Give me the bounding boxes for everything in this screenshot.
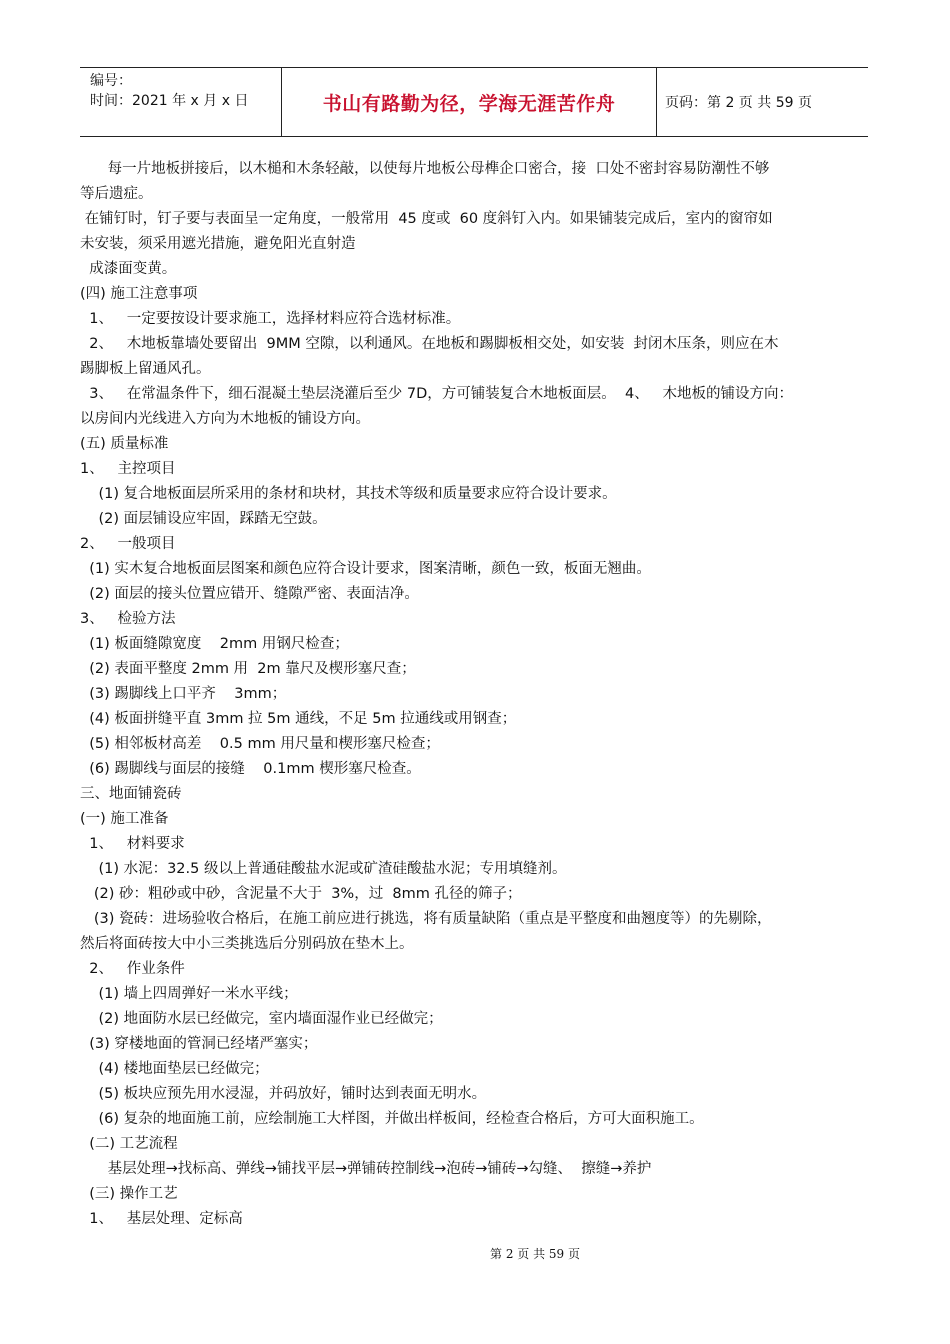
header-meta xyxy=(80,68,282,136)
document-date: 时间：2021 年 x 月 x 日 xyxy=(90,93,249,109)
text-line: (6) 踢脚线与面层的接缝 0.1mm 楔形塞尺检查。 xyxy=(80,761,421,777)
text-line: (2) 地面防水层已经做完，室内墙面湿作业已经做完； xyxy=(80,1011,443,1027)
text-line: 1、 基层处理、定标高 xyxy=(80,1211,243,1227)
text-line: 三、地面铺瓷砖 xyxy=(80,786,182,802)
text-line: 未安装，须采用遮光措施，避免阳光直射造 xyxy=(80,236,356,252)
text-line: (一) 施工准备 xyxy=(80,811,169,827)
text-line: (3) 瓷砖：进场验收合格后，在施工前应进行挑选，将有质量缺陷（重点是平整度和曲翘度等）的先剔除， xyxy=(80,911,772,927)
text-line: 3、 检验方法 xyxy=(80,611,176,627)
header-page-number: 页码：第 2 页 共 59 页 xyxy=(665,95,812,111)
text-line: (5) 板块应预先用水浸湿，并码放好，铺时达到表面无明水。 xyxy=(80,1086,487,1102)
text-line: (3) 穿楼地面的管洞已经堵严塞实； xyxy=(80,1036,318,1052)
text-line: (2) 砂：粗砂或中砂，含泥量不大于 3%，过 8mm 孔径的筛子； xyxy=(80,886,522,902)
text-line: 2、 作业条件 xyxy=(80,961,185,977)
text-line: 1、 主控项目 xyxy=(80,461,176,477)
text-line: (1) 水泥：32.5 级以上普通硅酸盐水泥或矿渣硅酸盐水泥；专用填缝剂。 xyxy=(80,861,567,877)
text-line: 在铺钉时，钉子要与表面呈一定角度，一般常用 45 度或 60 度斜钉入内。如果铺装完成后，室内的窗帘如 xyxy=(80,211,773,227)
text-line: 1、 材料要求 xyxy=(80,836,185,852)
text-line: 每一片地板拼接后，以木槌和木条轻敲，以使每片地板公母榫企口密合，接 口处不密封容易防潮性不够 xyxy=(80,161,770,177)
header-motto: 书山有路勤为径，学海无涯苦作舟 xyxy=(282,68,657,136)
text-line: 然后将面砖按大中小三类挑选后分别码放在垫木上。 xyxy=(80,936,414,952)
text-line: 3、 在常温条件下，细石混凝土垫层浇灌后至少 7D，方可铺装复合木地板面层。 4、 木地板的铺设方向： xyxy=(80,386,794,402)
text-line: (1) 实木复合地板面层图案和颜色应符合设计要求，图案清晰，颜色一致，板面无翘曲。 xyxy=(80,561,651,577)
text-line: (2) 表面平整度 2mm 用 2m 靠尺及楔形塞尺查； xyxy=(80,661,416,677)
page-footer: 第 2 页 共 59 页 xyxy=(490,1247,580,1261)
text-line: 2、 一般项目 xyxy=(80,536,176,552)
text-line: (3) 踢脚线上口平齐 3mm； xyxy=(80,686,287,702)
text-line: (1) 复合地板面层所采用的条材和块材，其技术等级和质量要求应符合设计要求。 xyxy=(80,486,617,502)
text-line: (二) 工艺流程 xyxy=(80,1136,178,1152)
document-header xyxy=(80,67,868,137)
text-line: 踢脚板上留通风孔。 xyxy=(80,361,211,377)
text-line: (1) 墙上四周弹好一米水平线； xyxy=(80,986,298,1002)
document-number: 编号： xyxy=(90,73,132,89)
text-line: (4) 楼地面垫层已经做完； xyxy=(80,1061,269,1077)
text-line: 等后遗症。 xyxy=(80,186,153,202)
text-line: (三) 操作工艺 xyxy=(80,1186,178,1202)
text-line: (五) 质量标准 xyxy=(80,436,169,452)
text-line: (2) 面层的接头位置应错开、缝隙严密、表面洁净。 xyxy=(80,586,419,602)
text-line: (5) 相邻板材高差 0.5 mm 用尺量和楔形塞尺检查； xyxy=(80,736,440,752)
text-line: 基层处理→找标高、弹线→铺找平层→弹铺砖控制线→泡砖→铺砖→勾缝、 擦缝→养护 xyxy=(80,1161,652,1177)
text-line: (四) 施工注意事项 xyxy=(80,286,198,302)
text-line: 以房间内光线进入方向为木地板的铺设方向。 xyxy=(80,411,370,427)
text-line: 成漆面变黄。 xyxy=(80,261,177,277)
text-line: (6) 复杂的地面施工前，应绘制施工大样图，并做出样板间，经检查合格后，方可大面积施工。 xyxy=(80,1111,704,1127)
text-line: (1) 板面缝隙宽度 2mm 用钢尺检查； xyxy=(80,636,349,652)
text-line: 1、 一定要按设计要求施工，选择材料应符合选材标准。 xyxy=(80,311,461,327)
text-line: (2) 面层铺设应牢固，踩踏无空鼓。 xyxy=(80,511,327,527)
text-line: 2、 木地板靠墙处要留出 9MM 空隙，以利通风。在地板和踢脚板相交处，如安装 封闭木压条，则应在木 xyxy=(80,336,779,352)
text-line: (4) 板面拼缝平直 3mm 拉 5m 通线，不足 5m 拉通线或用钢查； xyxy=(80,711,517,727)
document-body xyxy=(80,157,870,1232)
